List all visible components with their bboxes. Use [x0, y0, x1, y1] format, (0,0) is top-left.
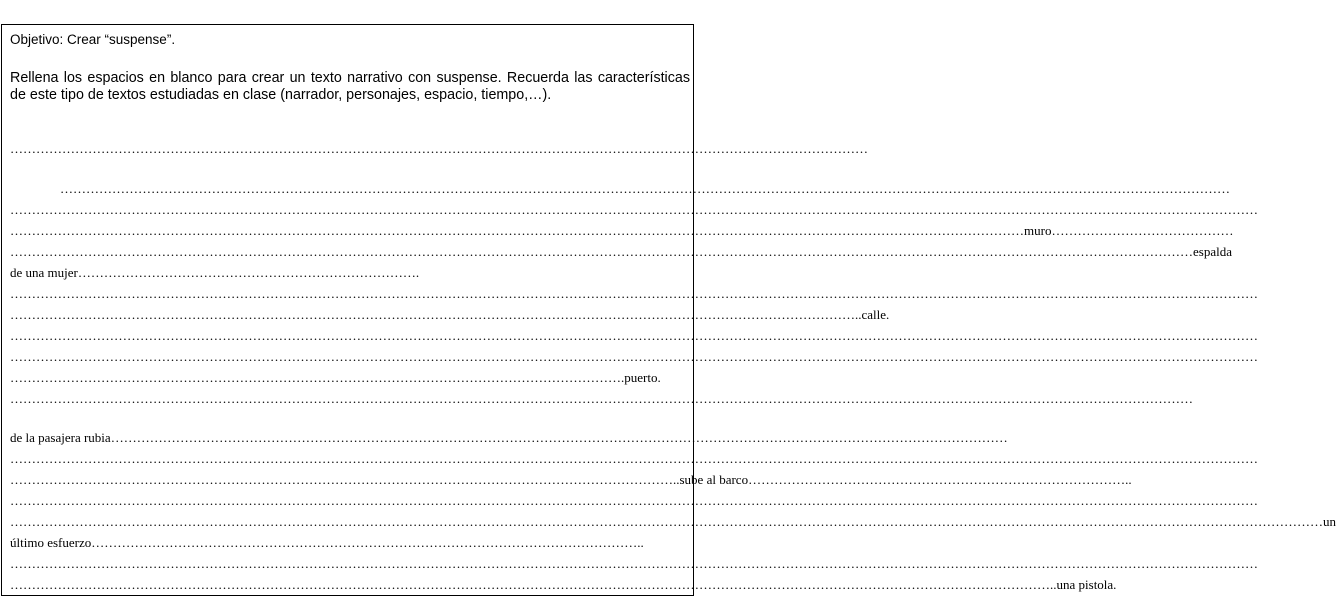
blank-line[interactable]: ………………………………………………………………………………………………………………………………………………………………………………………………………………………………………………………………	[10, 202, 1258, 217]
blank-line-pistola[interactable]: ……………………………………………………………………………………………………………………………………………………………………………………………………………………..una pistola.	[10, 577, 1117, 592]
blank-line-barco[interactable]: ………………………………………………………………………………………………………………………………………..sube al barco……………………………………………………………………………..	[10, 472, 1132, 487]
objective-heading: Objetivo: Crear “suspense”.	[10, 32, 176, 47]
blank-line-mujer[interactable]: de una mujer…………………………………………………………………….	[10, 265, 420, 280]
blank-line-calle[interactable]: ……………………………………………………………………………………………………………………………………………………………………………..calle.	[10, 307, 890, 322]
blank-line-muro[interactable]: ………………………………………………………………………………………………………………………………………………………………………………………………………………muro……………………………………	[10, 223, 1234, 238]
blank-line-pasajera[interactable]: de la pasajera rubia………………………………………………………………………………………………………………………………………………………………………………………	[10, 430, 1008, 445]
worksheet-frame	[1, 24, 1336, 596]
blank-line-esfuerzo[interactable]: último esfuerzo………………………………………………………………………………………………………………..	[10, 535, 644, 550]
blank-line[interactable]: ………………………………………………………………………………………………………………………………………………………………………………	[10, 141, 868, 156]
blank-line[interactable]: ………………………………………………………………………………………………………………………………………………………………………………………………………………………………………………………………	[10, 451, 1258, 466]
blank-line-puerto[interactable]: …………………………………………………………………………………………………………………………….puerto.	[10, 370, 661, 385]
blank-line[interactable]: ………………………………………………………………………………………………………………………………………………………………………………………………………………………………………………………………	[10, 556, 1258, 571]
blank-line[interactable]: ………………………………………………………………………………………………………………………………………………………………………………………………………………………………………………………………	[10, 286, 1258, 301]
blank-line[interactable]: ………………………………………………………………………………………………………………………………………………………………………………………………………………………………………………	[60, 181, 1230, 196]
instructions-paragraph: Rellena los espacios en blanco para crear un texto narrativo con suspense. Recuerda las características de este tipo de textos estudiadas en clase (narrador, personajes, espacio, tiempo,…).	[10, 70, 690, 103]
blank-line[interactable]: ………………………………………………………………………………………………………………………………………………………………………………………………………………………………………………………………	[10, 493, 1258, 508]
blank-line[interactable]: …………………………………………………………………………………………………………………………………………………………………………………………………………………………………………………	[10, 391, 1193, 406]
blank-line-un[interactable]: ……………………………………………………………………………………………………………………………………………………………………………………………………………………………………………………………………………un	[10, 514, 1336, 529]
blank-line[interactable]: ………………………………………………………………………………………………………………………………………………………………………………………………………………………………………………………………	[10, 328, 1258, 343]
blank-line[interactable]: ………………………………………………………………………………………………………………………………………………………………………………………………………………………………………………………………	[10, 349, 1258, 364]
blank-line-espalda[interactable]: …………………………………………………………………………………………………………………………………………………………………………………………………………………………………………………espalda	[10, 244, 1232, 259]
